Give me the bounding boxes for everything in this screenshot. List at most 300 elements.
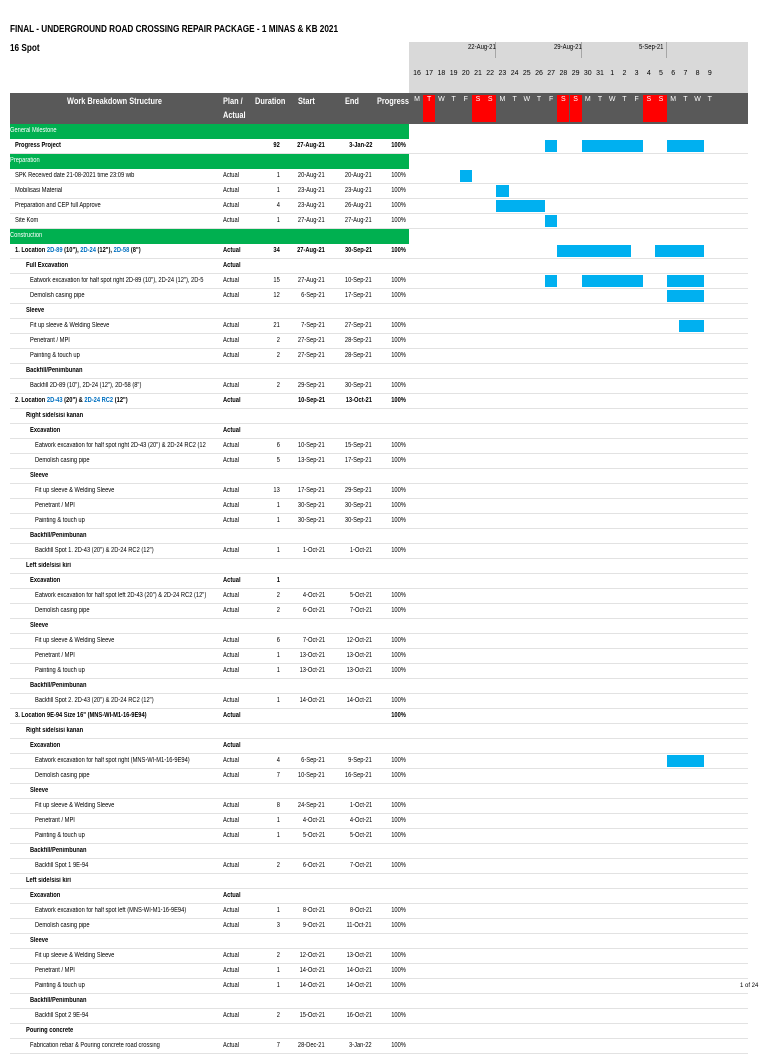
- end-date: 13-Oct-21: [346, 652, 372, 659]
- location-row[interactable]: [10, 244, 748, 259]
- end-date: 4-Oct-21: [349, 817, 372, 824]
- gantt-bar[interactable]: [460, 170, 472, 182]
- plan-actual: Actual: [223, 967, 239, 974]
- plan-actual: Actual: [223, 382, 239, 389]
- section-row[interactable]: [10, 409, 748, 424]
- duration: 1: [276, 967, 280, 974]
- section-row[interactable]: [10, 529, 748, 544]
- end-date: 8-Oct-21: [349, 907, 372, 914]
- start-date: 13-Sep-21: [298, 457, 325, 464]
- task-row[interactable]: [10, 334, 748, 349]
- gantt-bar[interactable]: [655, 245, 704, 257]
- day-of-week: S: [643, 95, 655, 122]
- progress: 100%: [391, 772, 406, 779]
- end-date: 27-Aug-21: [345, 217, 372, 224]
- plan-actual: Actual: [223, 1042, 239, 1049]
- gantt-bar[interactable]: [545, 275, 557, 287]
- plan-actual: Actual: [223, 277, 239, 284]
- duration: 1: [276, 652, 280, 659]
- pipeline-id-link[interactable]: 2D-89: [46, 247, 63, 254]
- day-of-week: S: [472, 95, 484, 122]
- wbs-name: Demolish casing pipe: [35, 607, 90, 614]
- start-date: 6-Oct-21: [302, 607, 325, 614]
- duration: 5: [276, 457, 280, 464]
- end-column-header[interactable]: End: [345, 96, 359, 106]
- wbs-name: Backfill/Penimbunan: [30, 847, 87, 854]
- plan-actual: Actual: [223, 772, 239, 779]
- day-of-week: T: [707, 96, 712, 103]
- section-row[interactable]: [10, 259, 748, 274]
- progress: 100%: [391, 832, 406, 839]
- wbs-name: Backfill/Penimbunan: [30, 532, 87, 539]
- end-date: 30-Sep-21: [345, 517, 372, 524]
- wbs-name: Excavation: [30, 577, 61, 584]
- task-row[interactable]: [10, 814, 748, 829]
- end-date: 1-Oct-21: [349, 547, 372, 554]
- plan-actual: Actual: [223, 952, 239, 959]
- wbs-name: Sleeve: [30, 937, 49, 944]
- pipeline-id-link[interactable]: 2D-58: [113, 247, 130, 254]
- task-row[interactable]: [10, 694, 748, 709]
- task-row[interactable]: [10, 604, 748, 619]
- task-row[interactable]: [10, 289, 748, 304]
- wbs-name: Backfill 2D-89 (10"), 2D-24 (12"), 2D-58 (8"): [30, 382, 142, 389]
- plan-actual: Actual: [223, 802, 239, 809]
- end-date: 15-Sep-21: [345, 442, 372, 449]
- progress: 100%: [391, 592, 406, 599]
- end-date: 10-Sep-21: [345, 277, 372, 284]
- task-row[interactable]: [10, 949, 748, 964]
- section-row[interactable]: [10, 619, 748, 634]
- start-date: 13-Oct-21: [299, 667, 325, 674]
- task-row[interactable]: [10, 769, 748, 784]
- wbs-name: Eatwork excavation for half spot left 2D-43 (20") & 2D-24 RC2 (12"): [35, 592, 207, 599]
- task-row[interactable]: [10, 649, 748, 664]
- end-date: 9-Sep-21: [348, 757, 372, 764]
- plan-actual: Actual: [223, 817, 239, 824]
- duration: 12: [273, 292, 280, 299]
- wbs-name: Painting & touch up: [35, 517, 85, 524]
- progress: 100%: [391, 397, 406, 404]
- gantt-bar[interactable]: [545, 215, 557, 227]
- progress: 100%: [391, 817, 406, 824]
- day-of-week: M: [499, 96, 506, 103]
- end-date: 27-Sep-21: [345, 322, 372, 329]
- progress: 100%: [391, 382, 406, 389]
- plan-column-header[interactable]: Plan /: [223, 96, 243, 106]
- day-number: 24: [510, 70, 519, 77]
- task-row[interactable]: [10, 379, 748, 394]
- section-row[interactable]: [10, 934, 748, 949]
- duration: 1: [276, 577, 280, 584]
- wbs-name: Pouring concrete: [26, 1027, 74, 1034]
- end-date: 5-Oct-21: [349, 832, 372, 839]
- progress: 100%: [391, 487, 406, 494]
- duration: 1: [276, 517, 280, 524]
- task-row[interactable]: [10, 214, 748, 229]
- wbs-name: Backfill/Penimbunan: [26, 367, 83, 374]
- task-row[interactable]: [10, 439, 748, 454]
- group-label: Preparation: [10, 157, 40, 164]
- duration: 4: [276, 202, 280, 209]
- day-of-week: W: [608, 96, 616, 103]
- wbs-name: Excavation: [30, 742, 61, 749]
- day-of-week: S: [655, 95, 667, 122]
- day-of-week: S: [570, 95, 582, 122]
- progress: 100%: [391, 967, 406, 974]
- wbs-name: Eatwork excavation for half spot right 2D-43 (20") & 2D-24 RC2 (12: [35, 442, 206, 449]
- progress-column-header[interactable]: Progress: [377, 96, 410, 106]
- section-row[interactable]: [10, 574, 748, 589]
- gantt-bar[interactable]: [667, 140, 704, 152]
- wbs-name: Demolish casing pipe: [35, 457, 90, 464]
- task-row[interactable]: [10, 904, 748, 919]
- task-row[interactable]: [10, 514, 748, 529]
- duration: 6: [276, 637, 280, 644]
- start-date: 8-Oct-21: [302, 907, 325, 914]
- progress: 100%: [391, 922, 406, 929]
- wbs-name: Fabrication rebar & Pouring concrete road crossing: [30, 1042, 160, 1049]
- end-date: 1-Oct-21: [349, 802, 372, 809]
- gantt-table: [10, 124, 748, 1054]
- day-number: 1: [610, 70, 615, 77]
- start-date: 6-Sep-21: [301, 757, 325, 764]
- plan-actual: Actual: [223, 757, 239, 764]
- day-number: 16: [413, 70, 421, 77]
- end-date: 3-Jan-22: [348, 142, 372, 149]
- start-date: 14-Oct-21: [299, 967, 325, 974]
- start-date: 27-Sep-21: [298, 352, 325, 359]
- task-row[interactable]: [10, 1009, 748, 1024]
- wbs-name: Backfill/Penimbunan: [30, 682, 87, 689]
- section-row[interactable]: [10, 724, 748, 739]
- progress: 100%: [391, 547, 406, 554]
- section-row[interactable]: [10, 679, 748, 694]
- plan-actual: Actual: [223, 202, 239, 209]
- progress: 100%: [391, 982, 406, 989]
- start-date: 4-Oct-21: [302, 592, 325, 599]
- day-number: 5: [659, 70, 663, 77]
- pipeline-id-link[interactable]: 2D-43: [46, 397, 63, 404]
- plan-actual: Actual: [223, 1012, 239, 1019]
- day-of-week: W: [694, 96, 701, 103]
- end-date: 13-Oct-21: [346, 952, 372, 959]
- wbs-name: Left side/sisi kiri: [26, 562, 71, 569]
- task-row[interactable]: [10, 544, 748, 559]
- location-name: [15, 245, 141, 257]
- progress: 100%: [391, 247, 406, 254]
- end-date: 20-Aug-21: [345, 172, 372, 179]
- day-of-week: T: [622, 96, 627, 103]
- section-row[interactable]: [10, 364, 748, 379]
- section-row[interactable]: [10, 559, 748, 574]
- task-row[interactable]: [10, 169, 748, 184]
- task-row[interactable]: [10, 664, 748, 679]
- location-name: [15, 710, 147, 722]
- plan-column-header-line2: Actual: [223, 110, 246, 120]
- wbs-name: Preparation and CEP full Approve: [15, 202, 101, 209]
- task-row[interactable]: [10, 274, 748, 289]
- duration: 2: [276, 382, 280, 389]
- wbs-name: Backfill Spot 1 9E-94: [35, 862, 89, 869]
- task-row[interactable]: [10, 829, 748, 844]
- section-row[interactable]: [10, 889, 748, 904]
- start-date: 10-Sep-21: [297, 397, 325, 404]
- progress: 100%: [391, 652, 406, 659]
- duration: 1: [276, 502, 280, 509]
- section-row[interactable]: [10, 739, 748, 754]
- progress: 100%: [391, 862, 406, 869]
- end-date: 14-Oct-21: [346, 967, 372, 974]
- progress: 100%: [391, 202, 406, 209]
- week-label: 5-Sep-21: [639, 44, 664, 51]
- gantt-bar[interactable]: [667, 755, 704, 767]
- duration: 1: [276, 667, 280, 674]
- wbs-name: SPK Received date 21-08-2021 time 23:09 wib: [15, 172, 135, 179]
- start-date: 15-Oct-21: [299, 1012, 325, 1019]
- wbs-name: Right side/sisi kanan: [26, 727, 84, 734]
- start-date: 24-Sep-21: [298, 802, 325, 809]
- pipeline-id-link[interactable]: 2D-24 RC2: [84, 397, 114, 404]
- progress: 100%: [391, 217, 406, 224]
- day-of-week: F: [549, 96, 554, 103]
- start-date: 17-Sep-21: [298, 487, 325, 494]
- start-column-header[interactable]: Start: [298, 96, 315, 106]
- wbs-name: Painting & touch up: [35, 982, 85, 989]
- plan-actual: Actual: [223, 172, 239, 179]
- plan-actual: Actual: [223, 577, 241, 584]
- task-row[interactable]: [10, 1039, 748, 1054]
- plan-actual: Actual: [223, 697, 239, 704]
- location-name: [15, 395, 128, 407]
- section-row[interactable]: [10, 874, 748, 889]
- duration: 3: [276, 922, 280, 929]
- task-row[interactable]: [10, 634, 748, 649]
- wbs-name: Penetrant / MPI: [35, 967, 75, 974]
- duration: 1: [276, 547, 280, 554]
- task-row[interactable]: [10, 589, 748, 604]
- plan-actual: Actual: [223, 217, 239, 224]
- duration: 2: [276, 1012, 280, 1019]
- progress: 100%: [391, 142, 406, 149]
- end-date: 7-Oct-21: [349, 862, 372, 869]
- page-number: 1 of 24: [740, 983, 759, 989]
- day-number: 23: [498, 70, 507, 77]
- day-of-week-header: [409, 93, 748, 124]
- progress: 100%: [391, 337, 406, 344]
- day-of-week: T: [451, 96, 456, 103]
- start-date: 29-Sep-21: [298, 382, 325, 389]
- day-number: 30: [583, 70, 592, 77]
- start-date: 30-Sep-21: [298, 502, 325, 509]
- end-date: 17-Sep-21: [345, 292, 372, 299]
- day-of-week: T: [512, 96, 517, 103]
- group-label: General Milestone: [10, 127, 57, 134]
- week-label: 29-Aug-21: [553, 44, 582, 51]
- day-number: 18: [437, 70, 446, 77]
- gantt-bar[interactable]: [582, 140, 643, 152]
- duration: 2: [276, 862, 280, 869]
- group-row[interactable]: [10, 154, 409, 169]
- start-date: 4-Oct-21: [302, 817, 325, 824]
- section-row[interactable]: [10, 304, 748, 319]
- start-date: 27-Aug-21: [297, 247, 325, 254]
- task-row[interactable]: [10, 484, 748, 499]
- plan-actual: Actual: [223, 352, 239, 359]
- day-number: 29: [571, 70, 580, 77]
- end-date: 12-Oct-21: [346, 637, 372, 644]
- start-date: 7-Sep-21: [301, 322, 325, 329]
- end-date: 13-Oct-21: [346, 667, 372, 674]
- section-row[interactable]: [10, 784, 748, 799]
- task-row[interactable]: [10, 799, 748, 814]
- task-row[interactable]: [10, 979, 748, 994]
- day-number: 21: [474, 70, 482, 77]
- duration: 34: [273, 247, 280, 254]
- week-separator: [666, 42, 667, 58]
- task-row[interactable]: [10, 754, 748, 769]
- progress: 100%: [391, 277, 406, 284]
- start-date: 10-Sep-21: [298, 442, 325, 449]
- section-row[interactable]: [10, 1024, 748, 1039]
- start-date: 27-Aug-21: [298, 277, 325, 284]
- end-date: 14-Oct-21: [346, 697, 372, 704]
- gantt-bar[interactable]: [667, 290, 704, 302]
- plan-actual: Actual: [223, 187, 239, 194]
- start-date: 9-Oct-21: [302, 922, 325, 929]
- task-row[interactable]: [10, 184, 748, 199]
- plan-actual: Actual: [223, 592, 239, 599]
- end-date: 23-Aug-21: [345, 187, 372, 194]
- duration: 13: [273, 487, 280, 494]
- day-number: 25: [522, 70, 531, 77]
- section-row[interactable]: [10, 844, 748, 859]
- duration: 7: [276, 772, 280, 779]
- wbs-name: Demolish casing pipe: [35, 772, 90, 779]
- location-text: (8"): [129, 247, 141, 254]
- day-of-week: F: [463, 96, 468, 103]
- progress: 100%: [391, 1012, 406, 1019]
- end-date: 16-Oct-21: [346, 1012, 372, 1019]
- task-row[interactable]: [10, 454, 748, 469]
- duration-column-header[interactable]: Duration: [255, 96, 286, 106]
- day-of-week: T: [423, 95, 435, 122]
- gantt-bar[interactable]: [545, 140, 557, 152]
- wbs-name: Painting & touch up: [30, 352, 80, 359]
- day-of-week: T: [597, 96, 603, 103]
- start-date: 27-Sep-21: [298, 337, 325, 344]
- duration: 1: [276, 697, 280, 704]
- day-number: 20: [461, 70, 470, 77]
- task-row[interactable]: [10, 499, 748, 514]
- start-date: 1-Oct-21: [302, 547, 325, 554]
- start-date: 7-Oct-21: [302, 637, 325, 644]
- gantt-bar[interactable]: [496, 185, 508, 197]
- start-date: 23-Aug-21: [298, 187, 325, 194]
- plan-actual: Actual: [223, 547, 239, 554]
- page-title: FINAL - UNDERGROUND ROAD CROSSING REPAIR PACKAGE - 1 MINAS & KB 2021: [10, 24, 339, 35]
- location-row[interactable]: [10, 709, 748, 724]
- task-row[interactable]: [10, 349, 748, 364]
- start-date: 27-Aug-21: [297, 142, 325, 149]
- day-number: 4: [646, 70, 651, 77]
- pipeline-id-link[interactable]: 2D-24: [80, 247, 96, 254]
- end-date: 30-Sep-21: [345, 382, 372, 389]
- start-date: 30-Sep-21: [298, 517, 325, 524]
- progress: 100%: [391, 187, 406, 194]
- task-row[interactable]: [10, 859, 748, 874]
- gantt-bar[interactable]: [679, 320, 703, 332]
- gantt-bar[interactable]: [667, 275, 704, 287]
- day-of-week: S: [557, 95, 569, 122]
- group-row[interactable]: [10, 229, 409, 244]
- end-date: 30-Sep-21: [345, 502, 372, 509]
- plan-actual: Actual: [223, 397, 241, 404]
- plan-actual: Actual: [223, 337, 239, 344]
- gantt-bar[interactable]: [582, 275, 643, 287]
- task-row[interactable]: [10, 139, 748, 154]
- gantt-bar[interactable]: [496, 200, 545, 212]
- wbs-column-header[interactable]: Work Breakdown Structure: [67, 96, 163, 106]
- plan-actual: Actual: [223, 607, 239, 614]
- plan-actual: Actual: [223, 922, 239, 929]
- plan-actual: Actual: [223, 427, 241, 434]
- group-label: Construction: [10, 232, 43, 239]
- group-row[interactable]: [10, 124, 409, 139]
- task-row[interactable]: [10, 919, 748, 934]
- section-row[interactable]: [10, 469, 748, 484]
- end-date: 26-Aug-21: [345, 202, 372, 209]
- gantt-bar[interactable]: [557, 245, 630, 257]
- progress: 100%: [391, 442, 406, 449]
- plan-actual: Actual: [223, 637, 239, 644]
- location-text: (10"),: [62, 247, 81, 254]
- plan-actual: Actual: [223, 292, 239, 299]
- progress: 100%: [391, 1042, 406, 1049]
- progress: 100%: [391, 352, 406, 359]
- progress: 100%: [391, 292, 406, 299]
- wbs-name: Sleeve: [30, 472, 49, 479]
- day-of-week: T: [536, 96, 542, 103]
- day-number: 19: [449, 70, 458, 77]
- day-of-week: W: [523, 96, 531, 103]
- location-text: 2. Location: [15, 397, 47, 404]
- task-row[interactable]: [10, 964, 748, 979]
- duration: 2: [276, 607, 280, 614]
- wbs-name: Painting & touch up: [35, 832, 85, 839]
- plan-actual: Actual: [223, 712, 241, 719]
- start-date: 12-Oct-21: [299, 952, 325, 959]
- section-row[interactable]: [10, 994, 748, 1009]
- section-row[interactable]: [10, 424, 748, 439]
- plan-actual: Actual: [223, 862, 239, 869]
- task-row[interactable]: [10, 199, 748, 214]
- duration: 92: [273, 142, 280, 149]
- wbs-name: Sleeve: [30, 787, 49, 794]
- progress: 100%: [391, 907, 406, 914]
- wbs-name: Penetrant / MPI: [35, 817, 75, 824]
- day-number: 28: [559, 70, 568, 77]
- plan-actual: Actual: [223, 442, 239, 449]
- progress: 100%: [391, 517, 406, 524]
- task-row[interactable]: [10, 319, 748, 334]
- location-row[interactable]: [10, 394, 748, 409]
- location-text: (20") &: [62, 397, 85, 404]
- end-date: 14-Oct-21: [346, 982, 372, 989]
- wbs-name: Eatwork excavation for half spot right (MNS-WI-M1-16-9E94): [35, 757, 190, 764]
- location-text: 1. Location: [15, 247, 47, 254]
- start-date: 14-Oct-21: [299, 697, 325, 704]
